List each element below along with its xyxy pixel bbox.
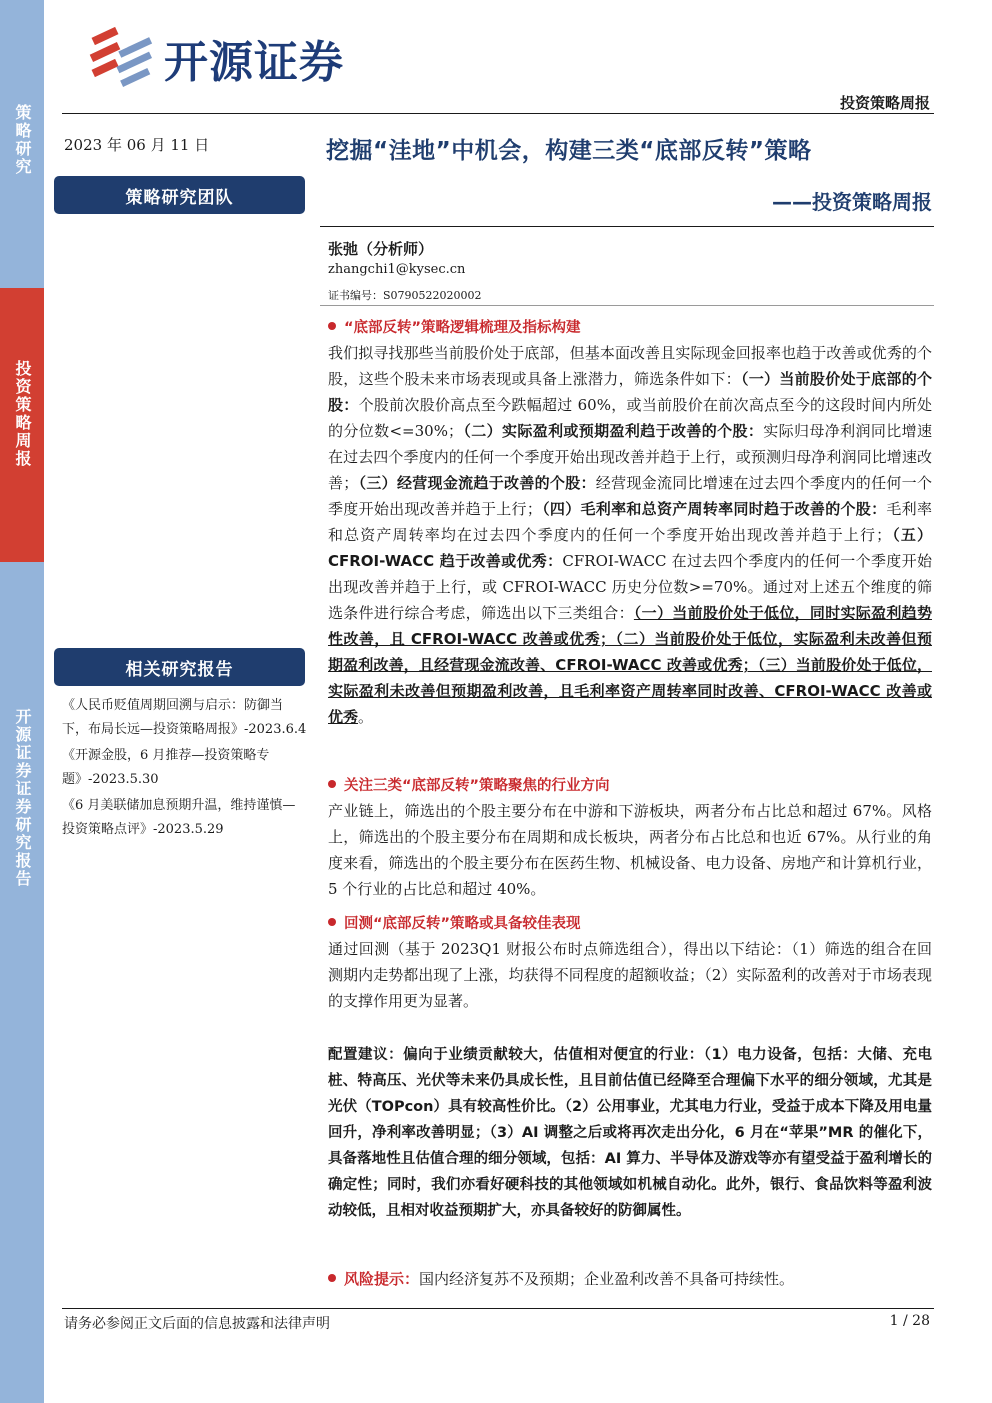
portfolio-summary: （一）当前股价处于低位，同时实际盈利趋势性改善，且 CFROI-WACC 改善或优秀；（二）当前股价处于低位，实际盈利未改善但预期盈利改善，且经营现金流改善、CFROI-WACC 改善或优秀；（三）当前股价处于低位，实际盈利未改善但预期盈利改善，且毛利率资产周转率同时改善、CFROI-WACC 改善或优秀 xyxy=(328,604,932,726)
brand-logo xyxy=(88,26,344,90)
header-divider xyxy=(62,113,934,114)
section-body: 产业链上，筛选出的个股主要分布在中游和下游板块，两者分布占比总和超过 67%。风格上，筛选出的个股主要分布在周期和成长板块，两者分布占比总和也近 67%。从行业的角度来看，筛选出的个股主要分布在医药生物、机械设备、电力设备、房地产和计算机行业，5 个行业的占比总和超过 40%。 xyxy=(328,802,932,898)
analyst-divider xyxy=(320,305,934,306)
side-strip-mid xyxy=(0,288,44,562)
analyst-cert: 证书编号：S0790522020002 xyxy=(328,289,482,302)
section-title: 回测“底部反转”策略或具备较佳表现 xyxy=(344,916,581,932)
bullet-icon xyxy=(328,918,336,926)
team-label: 策略研究团队 xyxy=(125,187,234,208)
bullet-icon xyxy=(328,780,336,788)
brand-name: 开源证券 xyxy=(164,37,344,88)
section-body: 通过回测（基于 2023Q1 财报公布时点筛选组合），得出以下结论：（1）筛选的组合在回测期内走势都出现了上涨，均获得不同程度的超额收益；（2）实际盈利的改善对于市场表现的支撑作用更为显著。 xyxy=(328,940,932,1010)
criterion-label: （一）当前股价处于底部的个股： xyxy=(328,370,932,414)
body-text: 我们拟寻找那些当前股价处于底部，但基本面改善且实际现金回报率也趋于改善或优秀的个股，这些个股未来市场表现或具备上涨潜力，筛选条件如下： xyxy=(328,344,932,388)
section-title: “底部反转”策略逻辑梳理及指标构建 xyxy=(344,320,581,336)
team-banner xyxy=(54,176,305,214)
report-type: 投资策略周报 xyxy=(839,94,930,112)
criterion-label: （五）CFROI-WACC 趋于改善或优秀： xyxy=(328,526,932,570)
body-text: 。 xyxy=(358,708,374,726)
body-text: 毛利率和总资产周转率均在过去四个季度内的任何一个季度开始出现改善并趋于上行； xyxy=(328,500,932,544)
related-reports xyxy=(62,694,308,844)
criterion-label: （二）实际盈利或预期盈利趋于改善的个股： xyxy=(462,422,764,440)
kysec-logo-icon xyxy=(88,26,158,90)
section-heading xyxy=(328,774,610,795)
analyst-name: 张弛（分析师） xyxy=(328,240,434,258)
page-title: 挖掘“洼地”中机会，构建三类“底部反转”策略 xyxy=(326,138,812,164)
title-divider xyxy=(320,226,934,227)
side-label-weekly: 投资策略周报 xyxy=(13,360,32,468)
related-banner xyxy=(54,648,305,686)
page-number: 1 / 28 xyxy=(889,1313,930,1329)
related-report-item[interactable]: 《6 月美联储加息预期升温，维持谨慎—投资策略点评》-2023.5.29 xyxy=(62,798,296,837)
criterion-label: （三）经营现金流趋于改善的个股： xyxy=(358,474,596,492)
bullet-icon xyxy=(328,1274,336,1282)
side-strip-top xyxy=(0,0,44,288)
side-label-research: 开源证券证券研究报告 xyxy=(13,708,32,888)
side-strip xyxy=(0,0,44,1403)
section-body xyxy=(328,340,932,730)
related-report-item[interactable]: 《人民币贬值周期回溯与启示：防御当下，布局长远—投资策略周报》-2023.6.4 xyxy=(62,698,307,737)
footer-divider xyxy=(62,1308,934,1309)
risk-note xyxy=(328,1268,794,1289)
body-text: 经营现金流同比增速在过去四个季度内的任何一个季度开始出现改善并趋于上行； xyxy=(328,474,932,518)
page-subtitle: ——投资策略周报 xyxy=(772,190,932,214)
risk-text: 国内经济复苏不及预期；企业盈利改善不具备可持续性。 xyxy=(419,1270,795,1288)
related-report-item[interactable]: 《开源金股，6 月推荐—投资策略专题》-2023.5.30 xyxy=(62,748,270,787)
side-strip-bottom xyxy=(0,562,44,1403)
analyst-email[interactable]: zhangchi1@kysec.cn xyxy=(328,262,466,277)
report-date: 2023 年 06 月 11 日 xyxy=(64,136,210,154)
body-text: 实际归母净利润同比增速在过去四个季度内的任何一个季度开始出现改善并趋于上行，或预测归母净利润同比增速改善； xyxy=(328,422,932,492)
section-heading xyxy=(328,316,581,337)
related-label: 相关研究报告 xyxy=(125,659,234,680)
criterion-label: （四）毛利率和总资产周转率同时趋于改善的个股： xyxy=(541,500,887,518)
section-heading xyxy=(328,912,581,933)
bullet-icon xyxy=(328,322,336,330)
body-text: 个股前次股价高点至今跌幅超过 60%，或当前股价在前次高点至今的这段时间内所处的分位数<=30%； xyxy=(328,396,932,440)
risk-label: 风险提示： xyxy=(344,1270,420,1288)
body-text: CFROI-WACC 在过去四个季度内的任何一个季度开始出现改善并趋于上行，或 CFROI-WACC 历史分位数>=70%。通过对上述五个维度的筛选条件进行综合考虑，筛选出以下三类组合： xyxy=(328,552,932,622)
section-title: 关注三类“底部反转”策略聚焦的行业方向 xyxy=(344,778,610,794)
footer-disclaimer: 请务必参阅正文后面的信息披露和法律声明 xyxy=(64,1316,330,1332)
allocation-advice: 配置建议：偏向于业绩贡献较大，估值相对便宜的行业：（1）电力设备，包括：大储、充电桩、特高压、光伏等未来仍具成长性，且目前估值已经降至合理偏下水平的细分领域，尤其是光伏（TOPcon）具有较高性价比。（2）公用事业，尤其电力行业，受益于成本下降及用电量回升，净利率改善明显；（3）AI 调整之后或将再次走出分化，6 月在“苹果”MR 的催化下，具备落地性且估值合理的细分领域，包括：AI 算力、半导体及游戏等亦有望受益于盈利增长的确定性；同时，我们亦看好硬科技的其他领域如机械自动化。此外，银行、食品饮料等盈利波动较低，且相对收益预期扩大，亦具备较好的防御属性。 xyxy=(328,1047,932,1219)
side-label-strategy: 策略研究 xyxy=(13,104,32,176)
